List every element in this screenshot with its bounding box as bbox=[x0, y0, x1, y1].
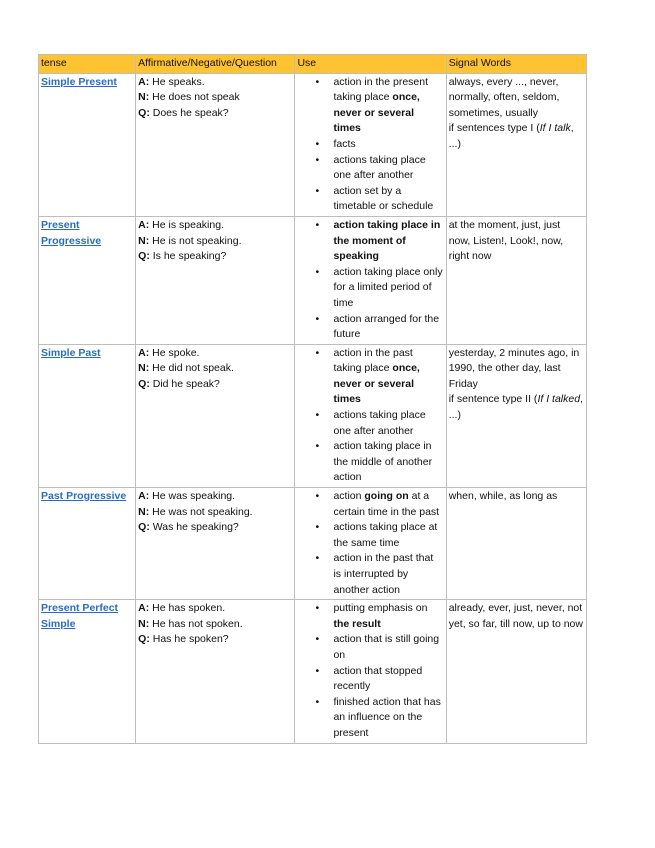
use-item bbox=[333, 695, 443, 742]
text-run: facts bbox=[333, 137, 356, 150]
use-item bbox=[333, 218, 443, 265]
form-label: Q: bbox=[138, 106, 150, 119]
form-example: He does not speak bbox=[149, 91, 240, 104]
signal-words-cell bbox=[446, 488, 586, 600]
forms-cell bbox=[136, 600, 295, 743]
use-item bbox=[333, 265, 443, 312]
text-run: action in the present taking place bbox=[333, 75, 429, 104]
form-label: Q: bbox=[138, 521, 150, 534]
form-line bbox=[138, 617, 292, 633]
tense-cell bbox=[39, 344, 136, 487]
form-line bbox=[138, 106, 292, 122]
use-item bbox=[333, 312, 443, 343]
text-run: if sentence type II ( bbox=[448, 393, 538, 406]
table-row bbox=[39, 73, 587, 216]
form-line bbox=[138, 361, 292, 377]
form-line bbox=[138, 632, 292, 648]
tense-cell bbox=[39, 488, 136, 600]
text-run: the result bbox=[333, 617, 381, 630]
form-label: Q: bbox=[138, 633, 150, 646]
text-run: actions taking place one after another bbox=[333, 409, 426, 437]
tense-cell bbox=[39, 600, 136, 743]
use-item bbox=[333, 664, 443, 695]
form-line bbox=[138, 346, 292, 362]
header-forms: Affirmative/Negative/Question bbox=[136, 55, 295, 74]
text-run: action taking place in the moment of speaking bbox=[333, 218, 441, 263]
form-label: A: bbox=[138, 346, 150, 359]
form-example: He was speaking. bbox=[149, 490, 236, 503]
form-label: N: bbox=[138, 234, 150, 247]
form-line bbox=[138, 249, 292, 265]
table-row bbox=[39, 216, 587, 344]
form-label: N: bbox=[138, 505, 150, 518]
signal-words-line bbox=[449, 121, 584, 152]
text-run: action in the past taking place bbox=[333, 346, 413, 375]
form-example: He speaks. bbox=[149, 75, 205, 88]
tense-link[interactable]: Simple Present bbox=[41, 75, 117, 88]
form-label: Q: bbox=[138, 377, 150, 390]
use-cell bbox=[295, 600, 446, 743]
use-item bbox=[333, 489, 443, 520]
use-item bbox=[333, 520, 443, 551]
use-item bbox=[333, 153, 443, 184]
tense-cell bbox=[39, 216, 136, 344]
text-run: if sentences type I ( bbox=[448, 122, 540, 135]
text-run: going on bbox=[364, 490, 409, 503]
text-run: action in the past that is interrupted by another action bbox=[333, 552, 434, 596]
text-run: action bbox=[333, 490, 365, 503]
table-row bbox=[39, 600, 587, 743]
signal-words-line bbox=[449, 218, 584, 265]
use-item bbox=[333, 346, 443, 408]
table-row bbox=[39, 344, 587, 487]
text-run: actions taking place at the same time bbox=[333, 521, 438, 549]
forms-cell bbox=[136, 488, 295, 600]
signal-words-cell bbox=[446, 344, 586, 487]
text-run: action arranged for the future bbox=[333, 312, 440, 341]
text-run: always, every ..., never, normally, often, seldom, sometimes, usually bbox=[448, 75, 560, 119]
tense-link[interactable]: Past Progressive bbox=[41, 490, 127, 503]
form-line bbox=[138, 75, 292, 91]
text-run: , ...) bbox=[448, 393, 583, 422]
form-example: Does he speak? bbox=[149, 106, 229, 119]
use-cell bbox=[295, 344, 446, 487]
use-list bbox=[297, 489, 443, 598]
form-line bbox=[138, 520, 292, 536]
forms-cell bbox=[136, 344, 295, 487]
use-item bbox=[333, 408, 443, 439]
use-item bbox=[333, 551, 443, 598]
text-run: action taking place only for a limited period of time bbox=[333, 265, 443, 309]
header-signal-words: Signal Words bbox=[446, 55, 586, 74]
signal-words-cell bbox=[446, 216, 586, 344]
text-run: actions taking place one after another bbox=[333, 153, 426, 182]
form-label: A: bbox=[138, 75, 150, 88]
tense-link[interactable]: Simple Past bbox=[41, 346, 101, 359]
form-label: N: bbox=[138, 362, 150, 375]
use-cell bbox=[295, 488, 446, 600]
form-label: A: bbox=[138, 490, 150, 503]
use-cell bbox=[295, 216, 446, 344]
form-example: He has not spoken. bbox=[149, 617, 243, 630]
forms-cell bbox=[136, 73, 295, 216]
header-use: Use bbox=[295, 55, 446, 74]
form-line bbox=[138, 218, 292, 234]
table-row bbox=[39, 488, 587, 600]
use-list bbox=[297, 75, 443, 215]
form-label: Q: bbox=[138, 250, 150, 263]
form-example: He did not speak. bbox=[149, 362, 234, 375]
use-item bbox=[333, 632, 443, 663]
header-tense: tense bbox=[39, 55, 136, 74]
use-list bbox=[297, 601, 443, 741]
form-example: Is he speaking? bbox=[149, 250, 227, 263]
use-item bbox=[333, 137, 443, 153]
use-cell bbox=[295, 73, 446, 216]
text-run: action set by a timetable or schedule bbox=[333, 184, 434, 213]
text-run: putting emphasis on bbox=[333, 602, 428, 615]
form-label: N: bbox=[138, 91, 150, 104]
form-label: N: bbox=[138, 617, 150, 630]
text-run: action that stopped recently bbox=[333, 664, 423, 693]
signal-words-cell bbox=[446, 600, 586, 743]
text-run: yesterday, 2 minutes ago, in 1990, the other day, last Friday bbox=[448, 346, 580, 390]
form-label: A: bbox=[138, 602, 150, 615]
form-line bbox=[138, 377, 292, 393]
form-line bbox=[138, 489, 292, 505]
form-line bbox=[138, 601, 292, 617]
use-item bbox=[333, 439, 443, 486]
form-label: A: bbox=[138, 218, 150, 231]
form-example: He was not speaking. bbox=[149, 505, 253, 518]
use-list bbox=[297, 218, 443, 343]
signal-words-line bbox=[449, 392, 584, 423]
text-run: once, never or several times bbox=[333, 362, 420, 406]
tense-link[interactable]: Present Progressive bbox=[41, 218, 102, 247]
text-run: action taking place in the middle of another action bbox=[333, 440, 433, 484]
signal-words-line bbox=[449, 346, 584, 393]
forms-cell bbox=[136, 216, 295, 344]
form-line bbox=[138, 90, 292, 106]
signal-words-cell bbox=[446, 73, 586, 216]
text-run: at the moment, just, just now, Listen!, Look!, now, right now bbox=[448, 218, 564, 263]
header-row bbox=[39, 55, 587, 74]
use-item bbox=[333, 75, 443, 137]
tenses-table bbox=[38, 54, 587, 744]
text-run: once, never or several times bbox=[333, 91, 420, 135]
text-run: finished action that has an influence on the present bbox=[333, 695, 441, 739]
signal-words-line bbox=[449, 75, 584, 122]
form-example: He has spoken. bbox=[149, 602, 226, 615]
use-list bbox=[297, 346, 443, 486]
text-run: , ...) bbox=[448, 122, 574, 150]
use-item bbox=[333, 184, 443, 215]
text-run: when, while, as long as bbox=[448, 490, 558, 503]
form-line bbox=[138, 505, 292, 521]
text-run: already, ever, just, never, not yet, so far, till now, up to now bbox=[448, 602, 583, 630]
signal-words-line bbox=[449, 601, 584, 632]
form-example: Did he speak? bbox=[149, 377, 220, 390]
form-example: He spoke. bbox=[149, 346, 200, 359]
form-example: He is speaking. bbox=[149, 218, 224, 231]
form-example: He is not speaking. bbox=[149, 234, 242, 247]
form-example: Was he speaking? bbox=[149, 521, 239, 534]
text-run: If I talked bbox=[537, 393, 581, 406]
tense-link[interactable]: Present Perfect Simple bbox=[41, 602, 119, 630]
text-run: at a certain time in the past bbox=[333, 490, 440, 518]
signal-words-line bbox=[449, 489, 584, 505]
form-example: Has he spoken? bbox=[149, 633, 229, 646]
text-run: If I talk bbox=[539, 122, 571, 135]
text-run: action that is still going on bbox=[333, 633, 440, 661]
use-item bbox=[333, 601, 443, 632]
form-line bbox=[138, 234, 292, 250]
tense-cell bbox=[39, 73, 136, 216]
